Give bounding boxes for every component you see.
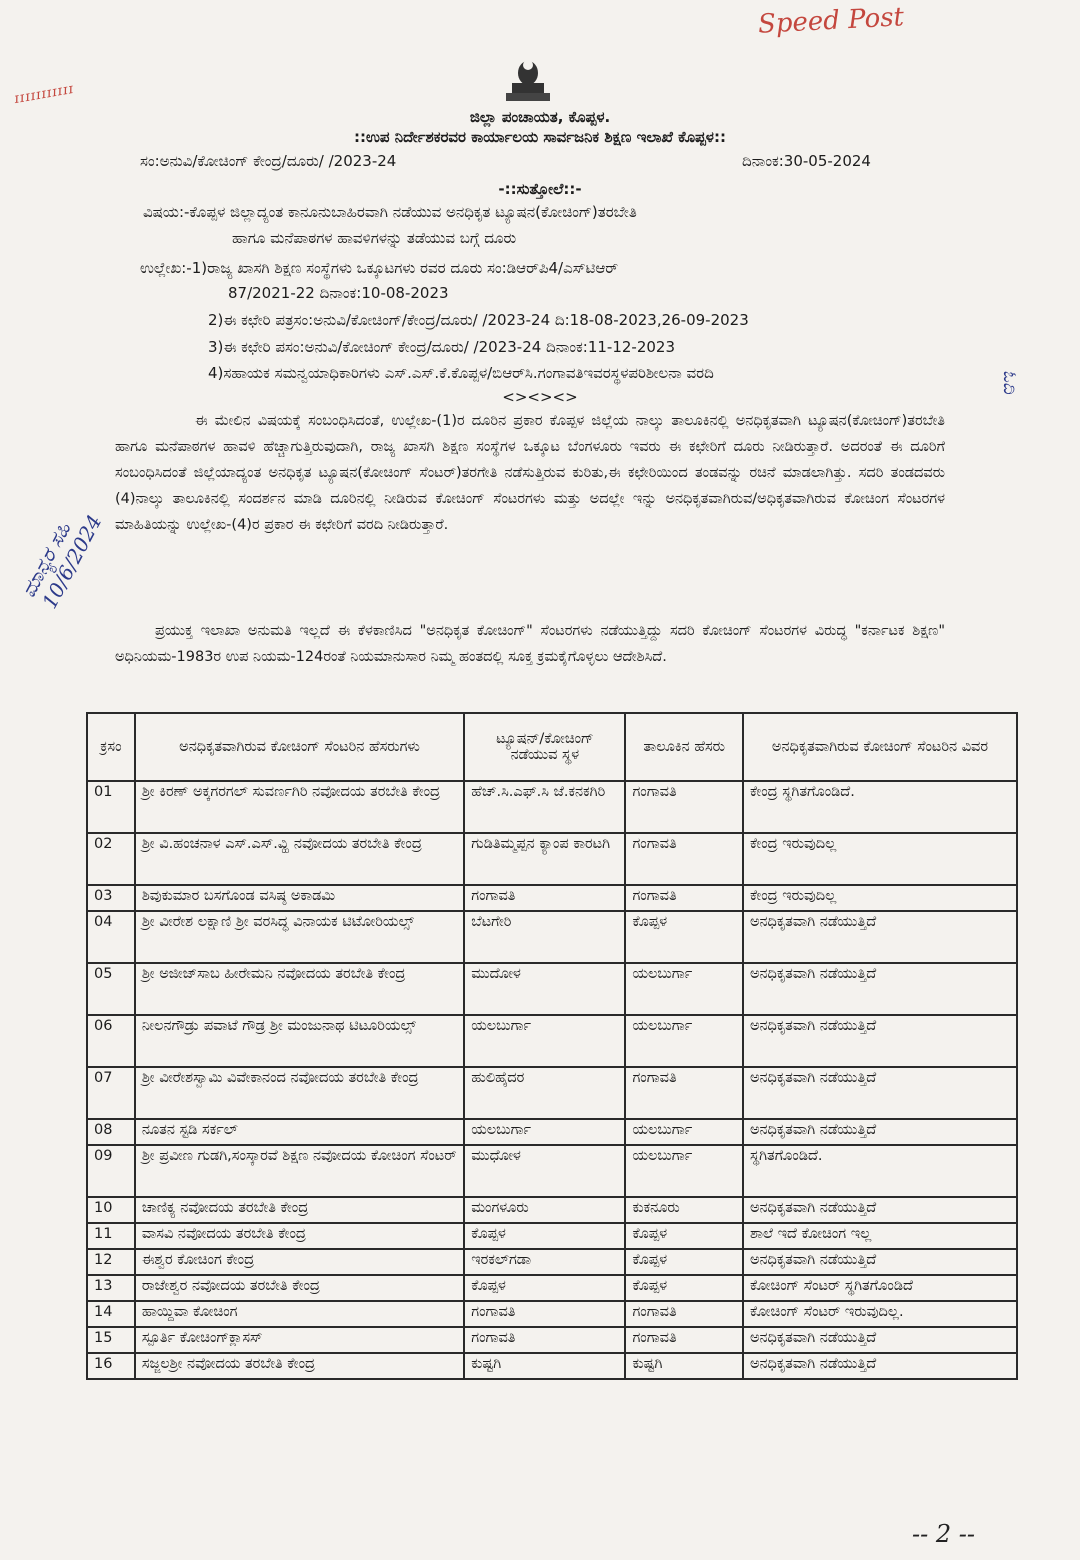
table-row: [87, 1275, 1017, 1301]
cell-serial: 03: [87, 885, 135, 911]
cell-location: ಕೊಪ್ಪಳ: [464, 1223, 625, 1249]
table-row: [87, 1119, 1017, 1145]
subject-line-1: ವಿಷಯ:-ಕೊಪ್ಪಳ ಜಿಲ್ಲಾದ್ಯಂತ ಕಾನೂನುಬಾಹಿರವಾಗಿ ನಡೆಯುವ ಅನಧಿಕೃತ ಟ್ಯೂಷನ(ಕೋಚಿಂಗ್)ತರಬೇತಿ: [143, 203, 637, 221]
cell-serial: 14: [87, 1301, 135, 1327]
body-paragraph-2: ಪ್ರಯುಕ್ತ ಇಲಾಖಾ ಅನುಮತಿ ಇಲ್ಲದೆ ಈ ಕೆಳಕಾಣಿಸಿದ "ಅನಧಿಕೃತ ಕೋಚಿಂಗ್" ಸೆಂಟರಗಳು ನಡೆಯುತ್ತಿದ್ದು ಸದರಿ ಕೋಚಿಂಗ್ ಸೆಂಟರಗಳ ವಿರುದ್ಧ "ಕರ್ನಾಟಕ ಶಿಕ್ಷಣ" ಅಧಿನಿಯಮ-1983ರ ಉಪ ನಿಯಮ-124ರಂತೆ ನಿಯಮಾನುಸಾರ ನಿಮ್ಮ ಹಂತದಲ್ಲಿ ಸೂಕ್ತ ಕ್ರಮಕೈಗೊಳ್ಳಲು ಆದೇಶಿಸಿದೆ.: [115, 623, 945, 665]
cell-details: ಅನಧಿಕೃತವಾಗಿ ನಡೆಯುತ್ತಿದೆ: [743, 1119, 1017, 1145]
cell-location: ಮುಧೋಳ: [464, 1145, 625, 1197]
reference-1a: ಉಲ್ಲೇಖ:-1)ರಾಜ್ಯ ಖಾಸಗಿ ಶಿಕ್ಷಣ ಸಂಸ್ಥೆಗಳು ಒಕ್ಕೂಟಗಳು ರವರ ದೂರು ಸಂ:ಡಿಆರ್‌ಪಿ4/ಎಸ್‌ಟಿಆರ್: [140, 259, 619, 277]
cell-location: ಮಂಗಳೂರು: [464, 1197, 625, 1223]
cell-details: ಸ್ಥಗಿತಗೊಂಡಿದೆ.: [743, 1145, 1017, 1197]
cell-taluk: ಗಂಗಾವತಿ: [625, 885, 743, 911]
table-row: [87, 1223, 1017, 1249]
cell-centre-name: ಶ್ರೀ ವೀರೇಶ ಲಕ್ಷಾಣಿ ಶ್ರೀ ವರಸಿದ್ಧ ವಿನಾಯಕ ಟಿಟೋರಿಯಲ್ಸ್: [135, 911, 464, 963]
office-title: ::ಉಪ ನಿರ್ದೇಶಕರವರ ಕಾರ್ಯಾಲಯ ಸಾರ್ವಜನಿಕ ಶಿಕ್ಷಣ ಇಲಾಖೆ ಕೊಪ್ಪಳ::: [354, 128, 726, 146]
cell-serial: 13: [87, 1275, 135, 1301]
reference-1b: 87/2021-22 ದಿನಾಂಕ:10-08-2023: [228, 284, 449, 302]
cell-centre-name: ನೂತನ ಸ್ಟಡಿ ಸರ್ಕಲ್: [135, 1119, 464, 1145]
table-row: [87, 1353, 1017, 1379]
cell-taluk: ಕುಕನೂರು: [625, 1197, 743, 1223]
speed-post-annotation: Speed Post: [757, 2, 905, 40]
cell-centre-name: ವಾಸವಿ ನವೋದಯ ತರಬೇತಿ ಕೇಂದ್ರ: [135, 1223, 464, 1249]
cell-details: ಅನಧಿಕೃತವಾಗಿ ನಡೆಯುತ್ತಿದೆ: [743, 1249, 1017, 1275]
cell-details: ಅನಧಿಕೃತವಾಗಿ ನಡೆಯುತ್ತಿದೆ: [743, 963, 1017, 1015]
table-row: [87, 1067, 1017, 1119]
separator: <><><>: [502, 388, 578, 406]
cell-taluk: ಯಲಬುರ್ಗಾ: [625, 1015, 743, 1067]
table-row: [87, 1145, 1017, 1197]
reference-4: 4)ಸಹಾಯಕ ಸಮನ್ವಯಾಧಿಕಾರಿಗಳು ಎಸ್.ಎಸ್.ಕೆ.ಕೊಪ್ಪಳ/ಬಿಆರ್‌ಸಿ.ಗಂಗಾವತಿಇವರಸ್ಥಳಪರಿಶೀಲನಾ ವರದಿ: [208, 364, 714, 382]
cell-serial: 10: [87, 1197, 135, 1223]
cell-centre-name: ಈಶ್ವರ ಕೋಚಿಂಗ ಕೇಂದ್ರ: [135, 1249, 464, 1275]
cell-serial: 11: [87, 1223, 135, 1249]
table-row: [87, 833, 1017, 885]
cell-centre-name: ಹಾಯ್ದಿವಾ ಕೋಚಿಂಗ: [135, 1301, 464, 1327]
cell-centre-name: ಶ್ರೀ ಪ್ರವೀಣ ಗುಡಗಿ,ಸಂಸ್ಕಾರವೆ ಶಿಕ್ಷಣ ನವೋದಯ ಕೋಚಿಂಗ ಸೆಂಟರ್: [135, 1145, 464, 1197]
cell-taluk: ಯಲಬುರ್ಗಾ: [625, 1119, 743, 1145]
handwritten-margin-note: ಓದಿ: [999, 370, 1020, 394]
cell-location: ಹೆಚ್.ಸಿ.ಎಫ್.ಸಿ ಜೆ.ಕನಕಗಿರಿ: [464, 781, 625, 833]
cell-taluk: ಯಲಬುರ್ಗಾ: [625, 1145, 743, 1197]
cell-location: ಇರಕಲ್‌ಗಡಾ: [464, 1249, 625, 1275]
header-centre-name: ಅನಧಿಕೃತವಾಗಿರುವ ಕೋಚಿಂಗ್ ಸೆಂಟರಿನ ಹೆಸರುಗಳು: [135, 713, 464, 781]
header-taluk: ತಾಲೂಕಿನ ಹೆಸರು: [625, 713, 743, 781]
cell-taluk: ಕೊಪ್ಪಳ: [625, 911, 743, 963]
cell-taluk: ಗಂಗಾವತಿ: [625, 1301, 743, 1327]
cell-centre-name: ಸಜ್ಜಲಶ್ರೀ ನವೋದಯ ತರಬೇತಿ ಕೇಂದ್ರ: [135, 1353, 464, 1379]
table-row: [87, 1301, 1017, 1327]
cell-details: ಅನಧಿಕೃತವಾಗಿ ನಡೆಯುತ್ತಿದೆ: [743, 911, 1017, 963]
cell-location: ಬೆಟಗೇರಿ: [464, 911, 625, 963]
table-row: [87, 885, 1017, 911]
cell-taluk: ಕೊಪ್ಪಳ: [625, 1223, 743, 1249]
cell-serial: 06: [87, 1015, 135, 1067]
body-paragraph-1: ಈ ಮೇಲಿನ ವಿಷಯಕ್ಕೆ ಸಂಬಂಧಿಸಿದಂತೆ, ಉಲ್ಲೇಖ-(1)ರ ದೂರಿನ ಪ್ರಕಾರ ಕೊಪ್ಪಳ ಜಿಲ್ಲೆಯ ನಾಲ್ಕು ತಾಲೂಕಿನಲ್ಲಿ ಅನಧಿಕೃತವಾಗಿ ಟ್ಯೂಷನ(ಕೋಚಿಂಗ್)ತರಬೇತಿ ಹಾಗೂ ಮನೆಪಾಠಗಳ ಹಾವಳಿ ಹೆಚ್ಚಾಗುತ್ತಿರುವುದಾಗಿ, ರಾಜ್ಯ ಖಾಸಗಿ ಶಿಕ್ಷಣ ಸಂಸ್ಥೆಗಳ ಒಕ್ಕೂಟ ಬೆಂಗಳೂರು ಇವರು ಈ ಕಛೇರಿಗೆ ದೂರು ನೀಡಿರುತ್ತಾರೆ. ಅದರಂತೆ ಈ ದೂರಿಗೆ ಸಂಬಂಧಿಸಿದಂತೆ ಜಿಲ್ಲೆಯಾದ್ಯಂತ ಅನಧಿಕೃತ ಟ್ಯೂಷನ(ಕೋಚಿಂಗ್ ಸೆಂಟರ್)ತರಗೇತಿ ನಡೆಸುತ್ತಿರುವ ಕುರಿತು,ಈ ಕಛೇರಿಯಿಂದ ತಂಡವನ್ನು ರಚಿನೆ ಮಾಡಲಾಗಿತ್ತು. ಸದರಿ ತಂಡದವರು (4)ನಾಲ್ಕು ತಾಲೂಕಿನಲ್ಲಿ ಸಂದರ್ಶನ ಮಾಡಿ ದೂರಿನಲ್ಲಿ ನೀಡಿರುವ ಕೋಚಿಂಗ್ ಸೆಂಟರಗಳು ಮತ್ತು ಅದಲ್ಲೇ ಇನ್ನು ಅನಧಿಕೃತವಾಗಿರುವ/ಅಧಿಕೃತವಾಗಿರುವ ಕೋಚಿಂಗ ಸೆಂಟರಗಳ ಮಾಹಿತಿಯನ್ನು ಉಲ್ಲೇಖ-(4)ರ ಪ್ರಕಾರ ಈ ಕಛೇರಿಗೆ ವರದಿ ನೀಡಿರುತ್ತಾರೆ.: [115, 413, 945, 533]
cell-location: ಗುಡಿತಿಮ್ಮಪ್ಪನ ಕ್ಯಾಂಪ ಕಾರಟಗಿ: [464, 833, 625, 885]
cell-serial: 01: [87, 781, 135, 833]
handwritten-margin-signature: ಮಾನ್ಯರ ಸಹಿ 10/6/2024: [16, 510, 107, 613]
cell-centre-name: ಶ್ರೀ ವಿ.ಹಂಚನಾಳ ಎಸ್.ಎಸ್.ವ್ಹಿ ನವೋದಯ ತರಬೇತಿ ಕೇಂದ್ರ: [135, 833, 464, 885]
reference-2: 2)ಈ ಕಛೇರಿ ಪತ್ರಸಂ:ಅನುವಿ/ಕೋಚಿಂಗ್/ಕೇಂದ್ರ/ದೂರು/ /2023-24 ದಿ:18-08-2023,26-09-2023: [208, 311, 749, 329]
cell-taluk: ಕುಷ್ಟಗಿ: [625, 1353, 743, 1379]
cell-details: ಶಾಲೆ ಇದೆ ಕೋಚಿಂಗ ಇಲ್ಲ: [743, 1223, 1017, 1249]
cell-serial: 02: [87, 833, 135, 885]
cell-serial: 16: [87, 1353, 135, 1379]
cell-details: ಕೋಚಿಂಗ್ ಸೆಂಟರ್ ಇರುವುದಿಲ್ಲ.: [743, 1301, 1017, 1327]
cell-location: ಕೊಪ್ಪಳ: [464, 1275, 625, 1301]
cell-taluk: ಗಂಗಾವತಿ: [625, 1327, 743, 1353]
red-scribble-mark: ɪɪɪɪɪɪɪɪɪɪɪ: [13, 80, 76, 108]
cell-taluk: ಗಂಗಾವತಿ: [625, 833, 743, 885]
table-header-row: [87, 713, 1017, 781]
cell-location: ಕುಷ್ಟಗಿ: [464, 1353, 625, 1379]
cell-centre-name: ನೀಲನಗೌಡ್ರು ಪವಾಟೆ ಗೌಡ್ರ ಶ್ರೀ ಮಂಜುನಾಥ ಟಿಟೂರಿಯಲ್ಸ್: [135, 1015, 464, 1067]
cell-centre-name: ಶ್ರೀ ಅಜೀಜ್‌ಸಾಬ ಹೀರೇಮನಿ ನವೋದಯ ತರಬೇತಿ ಕೇಂದ್ರ: [135, 963, 464, 1015]
table-row: [87, 1249, 1017, 1275]
cell-details: ಕೇಂದ್ರ ಸ್ಥಗಿತಗೊಂಡಿದೆ.: [743, 781, 1017, 833]
table-row: [87, 1015, 1017, 1067]
government-emblem-icon: [500, 55, 556, 107]
cell-details: ಕೇಂದ್ರ ಇರುವುದಿಲ್ಲ: [743, 833, 1017, 885]
cell-location: ಗಂಗಾವತಿ: [464, 1301, 625, 1327]
table-row: [87, 1197, 1017, 1223]
reference-number: ಸಂ:ಅನುವಿ/ಕೋಚಿಂಗ್ ಕೇಂದ್ರ/ದೂರು/ /2023-24: [140, 152, 397, 170]
cell-taluk: ಕೊಪ್ಪಳ: [625, 1275, 743, 1301]
cell-serial: 07: [87, 1067, 135, 1119]
cell-details: ಅನಧಿಕೃತವಾಗಿ ನಡೆಯುತ್ತಿದೆ: [743, 1197, 1017, 1223]
cell-centre-name: ಶ್ರೀ ಕಿರಣ್ ಅಕ್ಕಗರಗಲ್ ಸುವರ್ಣಗಿರಿ ನವೋದಯ ತರಬೇತಿ ಕೇಂದ್ರ: [135, 781, 464, 833]
header-serial: ಕ್ರಸಂ: [87, 713, 135, 781]
cell-centre-name: ಶಿವುಕುಮಾರ ಬಸಗೊಂಡ ವಸಿಷ್ಠ ಅಕಾಡಮಿ: [135, 885, 464, 911]
header-location: ಟ್ಯೂಷನ್/ಕೋಚಿಂಗ್ ನಡೆಯುವ ಸ್ಥಳ: [464, 713, 625, 781]
cell-taluk: ಗಂಗಾವತಿ: [625, 781, 743, 833]
cell-location: ಯಲಬುರ್ಗಾ: [464, 1015, 625, 1067]
cell-details: ಕೋಚಿಂಗ್ ಸೆಂಟರ್ ಸ್ಥಗಿತಗೊಂಡಿದೆ: [743, 1275, 1017, 1301]
page-number-annotation: -- 2 --: [912, 1520, 975, 1548]
cell-serial: 12: [87, 1249, 135, 1275]
office-name: ಜಿಲ್ಲಾ ಪಂಚಾಯತ, ಕೊಪ್ಪಳ.: [469, 108, 611, 126]
cell-serial: 15: [87, 1327, 135, 1353]
cell-taluk: ಗಂಗಾವತಿ: [625, 1067, 743, 1119]
table-row: [87, 911, 1017, 963]
cell-serial: 08: [87, 1119, 135, 1145]
coaching-centres-table: [86, 712, 1018, 1380]
cell-details: ಕೇಂದ್ರ ಇರುವುದಿಲ್ಲ: [743, 885, 1017, 911]
cell-location: ಹುಲಿಹೈದರ: [464, 1067, 625, 1119]
table-row: [87, 1327, 1017, 1353]
cell-location: ಮುದೋಳ: [464, 963, 625, 1015]
cell-taluk: ಯಲಬುರ್ಗಾ: [625, 963, 743, 1015]
table-row: [87, 963, 1017, 1015]
reference-3: 3)ಈ ಕಛೇರಿ ಪಸಂ:ಅನುವಿ/ಕೋಚಿಂಗ್ ಕೇಂದ್ರ/ದೂರು/ /2023-24 ದಿನಾಂಕ:11-12-2023: [208, 338, 675, 356]
cell-serial: 04: [87, 911, 135, 963]
subject-line-2: ಹಾಗೂ ಮನೆಪಾಠಗಳ ಹಾವಳಿಗಳನ್ನು ತಡೆಯುವ ಬಗ್ಗೆ ದೂರು: [232, 229, 517, 247]
document-type: -::ಸುತ್ತೋಲೆ::-: [498, 180, 582, 198]
cell-details: ಅನಧಿಕೃತವಾಗಿ ನಡೆಯುತ್ತಿದೆ: [743, 1067, 1017, 1119]
cell-centre-name: ಸ್ಪೂರ್ತಿ ಕೋಚಿಂಗ್‌ಕ್ಲಾಸಸ್: [135, 1327, 464, 1353]
cell-centre-name: ಶ್ರೀ ವೀರೇಶಸ್ವಾಮಿ ವಿವೇಕಾನಂದ ನವೋದಯ ತರಬೇತಿ ಕೇಂದ್ರ: [135, 1067, 464, 1119]
cell-location: ಯಲಬುರ್ಗಾ: [464, 1119, 625, 1145]
cell-details: ಅನಧಿಕೃತವಾಗಿ ನಡೆಯುತ್ತಿದೆ: [743, 1015, 1017, 1067]
cell-serial: 09: [87, 1145, 135, 1197]
table-row: [87, 781, 1017, 833]
cell-centre-name: ಚಾಣಿಕ್ಯ ನವೋದಯ ತರಬೇತಿ ಕೇಂದ್ರ: [135, 1197, 464, 1223]
cell-location: ಗಂಗಾವತಿ: [464, 885, 625, 911]
cell-centre-name: ರಾಜೇಶ್ವರ ನವೋದಯ ತರಬೇತಿ ಕೇಂದ್ರ: [135, 1275, 464, 1301]
header-details: ಅನಧಿಕೃತವಾಗಿರುವ ಕೋಚಿಂಗ್ ಸೆಂಟರಿನ ವಿವರ: [743, 713, 1017, 781]
cell-details: ಅನಧಿಕೃತವಾಗಿ ನಡೆಯುತ್ತಿದೆ: [743, 1353, 1017, 1379]
cell-serial: 05: [87, 963, 135, 1015]
document-date: ದಿನಾಂಕ:30-05-2024: [742, 152, 871, 170]
cell-location: ಗಂಗಾವತಿ: [464, 1327, 625, 1353]
cell-details: ಅನಧಿಕೃತವಾಗಿ ನಡೆಯುತ್ತಿದೆ: [743, 1327, 1017, 1353]
cell-taluk: ಕೊಪ್ಪಳ: [625, 1249, 743, 1275]
